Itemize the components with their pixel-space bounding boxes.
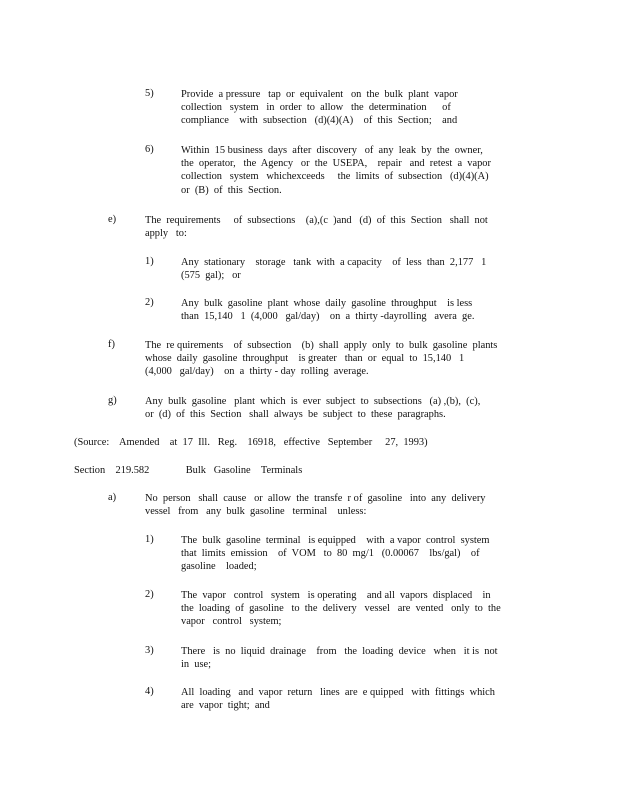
item-text: The re quirements of subsection (b) shall apply only to bulk gasoline plants whose daily gasoline throughput is greater than or equal to 15,140 1 (4,000 gal/day) on a thirty - day rolling average.	[145, 340, 498, 378]
item-text: Any stationary storage tank with a capacity of less than 2,177 1 (575 gal); or	[181, 257, 487, 282]
item-label: g)	[108, 395, 117, 406]
item-label: 6)	[145, 144, 154, 155]
item-text: No person shall cause or allow the transfe r of gasoline into any delivery vessel from any bulk gasoline terminal unless:	[145, 493, 486, 518]
item-label: f)	[108, 339, 115, 350]
item-label: 4)	[145, 686, 154, 697]
item-text: The vapor control system is operating and all vapors displaced in the loading of gasoline to the delivery vessel are vented only to the vapor control system;	[181, 590, 501, 628]
item-label: 3)	[145, 645, 154, 656]
item-text: The requirements of subsections (a),(c )and (d) of this Section shall not apply to:	[145, 215, 488, 240]
item-label: 1)	[145, 256, 154, 267]
source-text: (Source: Amended at 17 Ill. Reg. 16918, effective September 27, 1993)	[74, 437, 428, 448]
item-text: Any bulk gasoline plant whose daily gasoline throughput is less than 15,140 1 (4,000 gal/day) on a thirty -dayrolling avera ge.	[181, 298, 475, 323]
item-label: 1)	[145, 534, 154, 545]
item-label: 2)	[145, 297, 154, 308]
section-title: Section 219.582 Bulk Gasoline Terminals	[74, 465, 303, 476]
item-label: 2)	[145, 589, 154, 600]
item-label: 5)	[145, 88, 154, 99]
item-label: e)	[108, 214, 117, 225]
item-text: Any bulk gasoline plant which is ever subject to subsections (a) ,(b), (c), or (d) of this Section shall always be subject to these paragraphs.	[145, 396, 481, 421]
item-label: a)	[108, 492, 117, 503]
item-text: Provide a pressure tap or equivalent on the bulk plant vapor collection system in order to allow the determination of compliance with subsection (d)(4)(A) of this Section; and	[181, 89, 458, 127]
item-text: The bulk gasoline terminal is equipped with a vapor control system that limits emission of VOM to 80 mg/1 (0.00067 lbs/gal) of gasoline loaded;	[181, 535, 490, 573]
item-text: Within 15 business days after discovery of any leak by the owner, the operator, the Agency or the USEPA, repair and retest a vapor collection system whichexceeds the limits of subsection (d)(4)(A) or (B) of this Section.	[181, 145, 491, 196]
item-text: There is no liquid drainage from the loading device when it is not in use;	[181, 646, 498, 671]
item-text: All loading and vapor return lines are e quipped with fittings which are vapor tight; and	[181, 687, 495, 712]
